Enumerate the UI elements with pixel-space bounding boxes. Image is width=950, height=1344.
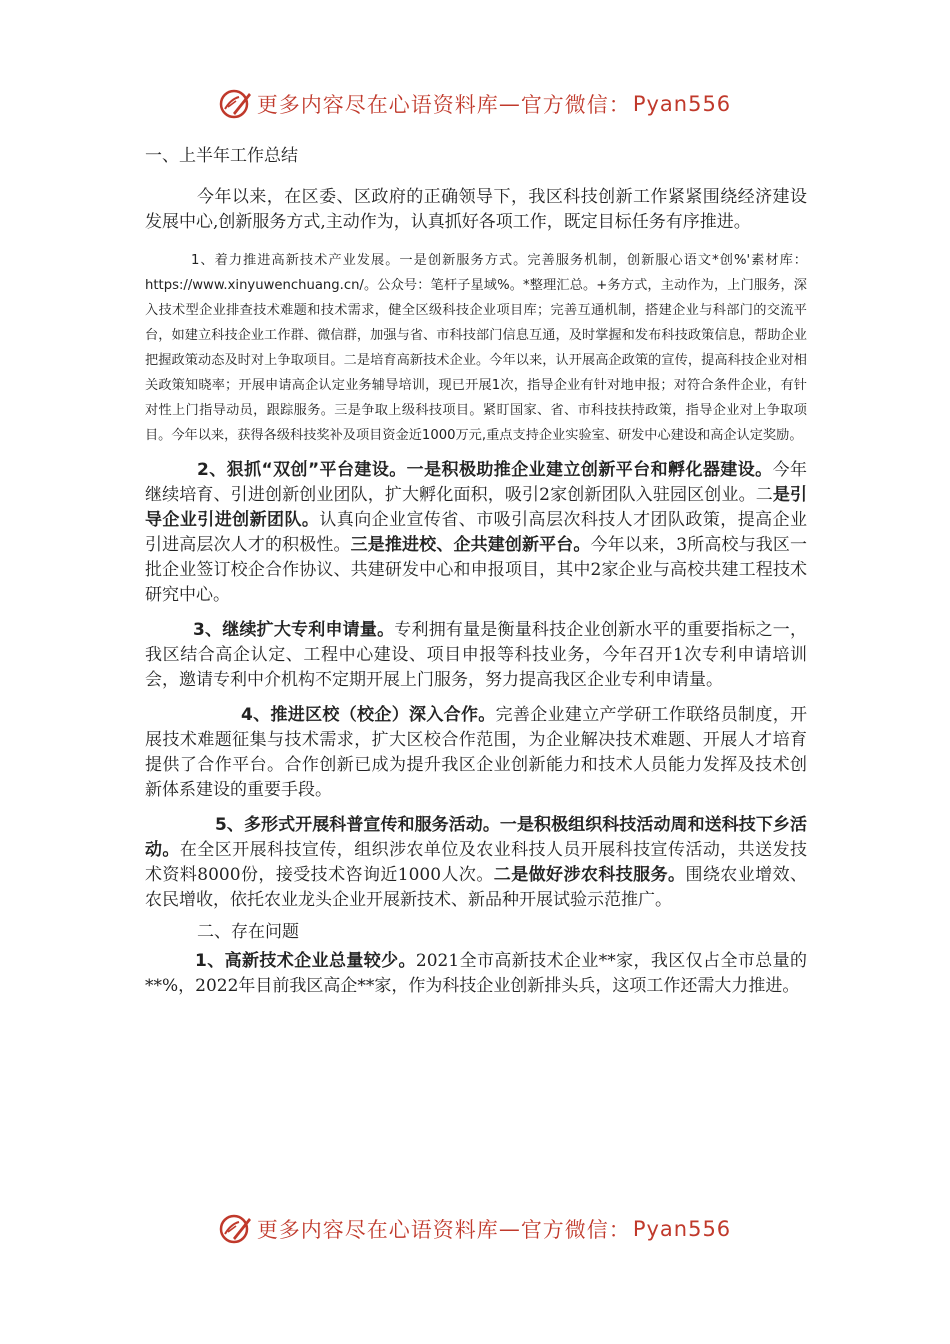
s2-item1-text-1: 2021全市高新技术企业**家，我区仅占全市总量的**%，2022年目前我区高企**家，作为科技企业创新排头兵，这项工作还需大力推进。 [145,951,808,996]
banner-dash: — [498,92,521,116]
intro-text: 今年以来，在区委、区政府的正确领导下，我区科技创新工作紧紧围绕经济建设发展中心,创新服务方式,主动作为，认真抓好各项工作，既定目标任务有序推进。 [145,187,807,232]
banner-wechat-id: Pyan556 [632,92,732,116]
s2-item1-bold-1: 1、高新技术企业总量较少。 [195,951,416,971]
section2-item1 [145,949,807,999]
item2-bold-1: 2、狠抓“双创”平台建设。一是积极助推企业建立创新平台和孵化器建设。 [197,460,773,480]
footer-banner [0,1209,950,1249]
section1-item5 [145,813,807,913]
section2-heading: 二、存在问题 [197,922,299,942]
section1-heading: 一、上半年工作总结 [145,146,298,166]
section1-item2 [145,458,807,608]
banner-wechat-label: 官方微信： [520,93,631,117]
section1-item1 [145,248,807,448]
banner-brand: 更多内容尽在心语资料库 [256,1218,499,1242]
item5-text-1: 在全区开展科技宣传，组织涉农单位及农业科技人员开展科技宣传活动，共送发技术资料8000份，接受技术咨询近1000人次。 [145,840,808,885]
header-banner [0,84,950,124]
item2-bold-3: 三是推进校、企共建创新平台。 [350,535,591,555]
item4-text-1: 完善企业建立产学研工作联络员制度，开展技术难题征集与技术需求，扩大区校合作范围，为企业解决技术难题、开展人才培育提供了合作平台。合作创新已成为提升我区企业创新能力和技术人员能力发挥及技术创新体系建设的重要手段。 [145,705,808,800]
item5-bold-2: 二是做好涉农科技服务。 [493,865,686,885]
item2-text-1: 今年继续培育、引进创新创业团队，扩大孵化面积，吸引2家创新团队入驻园区创业。二 [145,460,807,505]
banner-dash: — [498,1217,521,1241]
section1-intro [145,185,807,235]
banner-wechat-id: Pyan556 [632,1217,732,1241]
item2-text-2: 认真向企业宣传省、市吸引高层次科技人才团队政策，提高企业引进高层次人才的积极性。 [145,510,808,555]
item4-bold-1: 4、推进区校（校企）深入合作。 [241,705,496,725]
section1-item4 [145,703,807,803]
item5-bold-1: 5、多形式开展科普宣传和服务活动。一是积极组织科技活动周和送科技下乡活动。 [145,815,807,860]
item2-text-3: 今年以来，3所高校与我区一批企业签订校企合作协议、共建研发中心和申报项目，其中2家企业与高校共建工程技术研究中心。 [145,535,807,605]
pen-logo-icon [219,1212,253,1246]
item1-text: 1、着力推进高新技术产业发展。一是创新服务方式。完善服务机制，创新服心语文*创%'素材库：https://www.xinyuwenchuang.cn/。公众号：笔杆子星域%。*整理汇总。+务方式，主动作为，上门服务，深入技术型企业排查技术难题和技术需求，健全区级科技企业项目库；完善互通机制，搭建企业与科部门的交流平台，如建立科技企业工作群、微信群，加强与省、市科技部门信息互通，及时掌握和发布科技政策信息，帮助企业把握政策动态及时对上争取项目。二是培育高新技术企业。今年以来，认开展高企政策的宣传，提高科技企业对相关政策知晓率；开展申请高企认定业务辅导培训，现已开展1次，指导企业有针对地申报；对符合条件企业，有针对性上门指导动员，跟踪服务。三是争取上级科技项目。紧盯国家、省、市科技扶持政策，指导企业对上争取项目。今年以来，获得各级科技奖补及项目资金近1000万元,重点支持企业实验室、研发中心建设和高企认定奖励。 [145,253,807,443]
item2-bold-2: 是引导企业引进创新团队。 [145,485,807,530]
item3-bold-1: 3、继续扩大专利申请量。 [193,620,395,640]
document-body [145,143,807,999]
item5-text-2: 围绕农业增效、农民增收，依托农业龙头企业开展新技术、新品种开展试验示范推广。 [145,865,808,910]
pen-logo-icon [219,87,253,121]
section1-item3 [145,618,807,693]
banner-brand: 更多内容尽在心语资料库 [256,93,499,117]
item3-text-1: 专利拥有量是衡量科技企业创新水平的重要指标之一，我区结合高企认定、工程中心建设、项目申报等科技业务，今年召开1次专利申请培训会，邀请专利中介机构不定期开展上门服务，努力提高我区企业专利申请量。 [145,620,808,690]
banner-wechat-label: 官方微信： [520,1218,631,1242]
